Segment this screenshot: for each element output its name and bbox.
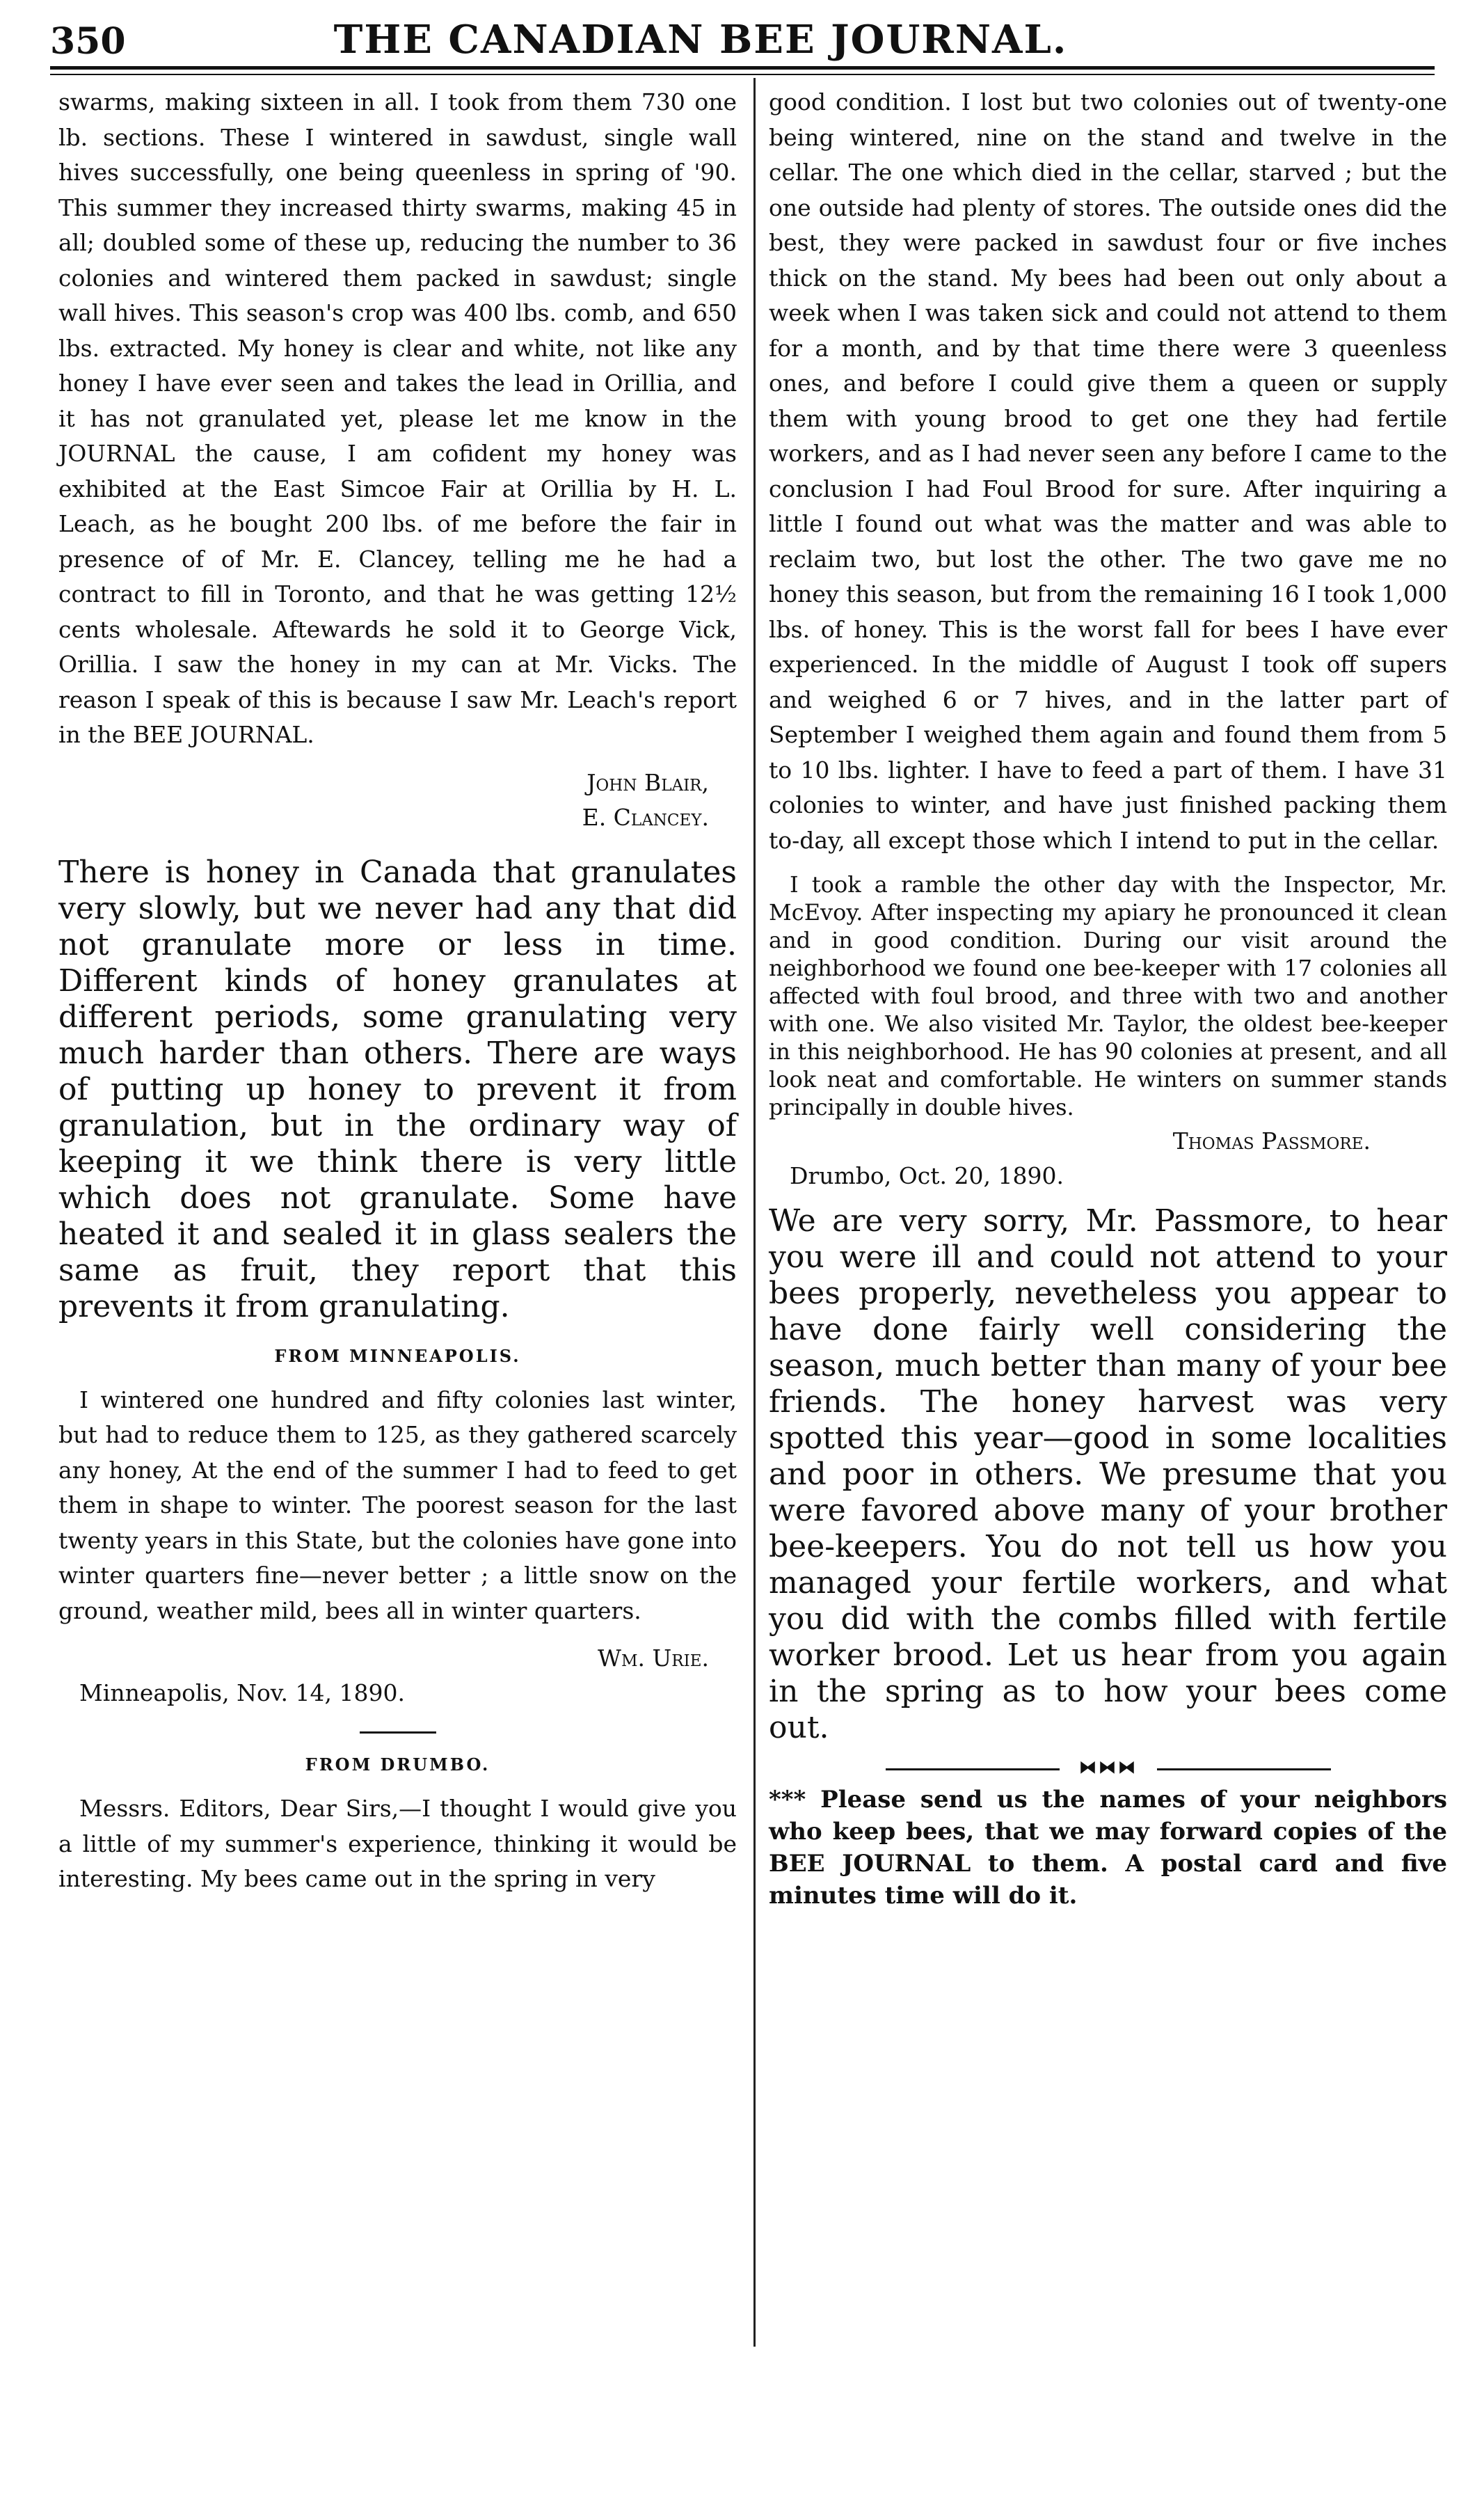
editor-reply-passmore: We are very sorry, Mr. Passmore, to hear you were ill and could not attend to your bees properly, nevetheless you appear to have done fairly well considering the season, much better than many of your bee friends. The honey harvest was very spotted this year—good in some localities and poor in others. We presume that you were favored above many of your brother bee-keepers. You do not tell us how you managed your fertile workers, and what you did with the combs filled with fertile worker brood. Let us hear from you again in the spring as to how your bees come out. bbox=[769, 1203, 1447, 1745]
section-separator-rule bbox=[360, 1731, 436, 1734]
letter-urie-body: I wintered one hundred and fifty colonies last winter, but had to reduce them to 125, as they gathered scarcely any honey, At the end of the summer I had to feed to get them in shape to winter. The poorest season for the last twenty years in this State, but the colonies have gone into winter quarters fine—never better ; a little snow on the ground, weather mild, bees all in winter quarters. bbox=[58, 1386, 737, 1624]
signature-passmore: Thomas Passmore. bbox=[1172, 1127, 1371, 1155]
letter-passmore-opening: Messrs. Editors, Dear Sirs,—I thought I would give you a little of my summer's experience, thinking it would be interesting. My bees came out in the spring in very bbox=[58, 1795, 737, 1892]
notice-send-names: *** Please send us the names of your neighbors who keep bees, that we may forward copies of the BEE JOURNAL to them. A postal card and five minutes time will do it. bbox=[769, 1786, 1447, 1910]
letter-blair-body: swarms, making sixteen in all. I took from them 730 one lb. sections. These I wintered in sawdust, single wall hives successfully, one being queenless in spring of '90. This summer they increased thirty swarms, making 45 in all; doubled some of these up, reducing the number to 36 colonies and wintered them packed in sawdust; single wall hives. This season's crop was 400 lbs. comb, and 650 lbs. extracted. My honey is clear and white, not like any honey I have ever seen and takes the lead in Orillia, and it has not granulated yet, please let me know in the JOURNAL the cause, I am cofident my honey was exhibited at the East Simcoe Fair at Orillia by H. L. Leach, as he bought 200 lbs. of me before the fair in presence of of Mr. E. Clancey, telling me he had a contract to fill in Toronto, and that he was getting 12½ cents wholesale. Aftewards he sold it to George Vick, Orillia. I saw the honey in my can at Mr. Vicks. The reason I speak of this is because I saw Mr. Leach's report in the BEE JOURNAL. bbox=[58, 88, 737, 748]
ornament-glyph: ⧓⧓⧓ bbox=[1060, 1757, 1157, 1778]
page-number: 350 bbox=[50, 20, 126, 63]
right-column bbox=[769, 85, 1447, 1924]
letter-passmore-continued: good condition. I lost but two colonies out of twenty-one being wintered, nine on the stand and twelve in the cellar. The one which died in the cellar, starved ; but the one outside had plenty of stores. The outside ones did the best, they were packed in sawdust four or five inches thick on the stand. My bees had been out only about a week when I was taken sick and could not attend to them for a month, and by that time there were 3 queenless ones, and before I could give them a queen or supply them with young brood to get one they had fertile workers, and as I had never seen any before I came to the conclusion I had Foul Brood for sure. After inquiring a little I found out what was the matter and was able to reclaim two, but lost the other. The two gave me no honey this season, but from the remaining 16 I took 1,000 lbs. of honey. This is the worst fall for bees I have ever experienced. In the middle of August I took off supers and weighed 6 or 7 hives, and in the latter part of September I weighed them again and found them from 5 to 10 lbs. lighter. I have to feed a part of them. I have 31 colonies to winter, and have just finished packing them to-day, all except those which I intend to put in the cellar. bbox=[769, 88, 1448, 854]
letter-passmore-inspector: I took a ramble the other day with the Inspector, Mr. McEvoy. After inspecting my apiary he pronounced it clean and in good condition. During our visit around the neighborhood we found one bee-keeper with 17 colonies all affected with foul brood, and three with two and another with one. We also visited Mr. Taylor, the oldest bee-keeper in this neighborhood. He has 90 colonies at present, and all look neat and comfortable. He winters on summer stands principally in double hives. bbox=[769, 871, 1447, 1120]
section-heading-minneapolis: FROM MINNEAPOLIS. bbox=[274, 1345, 521, 1366]
editor-reply-granulation: There is honey in Canada that granulates very slowly, but we never had any that did not granulate more or less in time. Different kinds of honey granulates at different periods, some granulating very much harder than others. There are ways of putting up honey to prevent it from granulation, but in the ordinary way of keeping it we think there is very little which does not granulate. Some have heated it and sealed it in glass sealers the same as fruit, they report that this prevents it from granulating. bbox=[58, 854, 737, 1324]
column-divider bbox=[753, 78, 756, 2347]
dateline-minneapolis: Minneapolis, Nov. 14, 1890. bbox=[79, 1679, 405, 1706]
running-title: THE CANADIAN BEE JOURNAL. bbox=[333, 17, 1068, 63]
signature-blair: John Blair, bbox=[587, 768, 709, 796]
page-header bbox=[50, 0, 1435, 63]
header-rule-thin bbox=[50, 74, 1435, 75]
signature-clancey: E. Clancey. bbox=[582, 803, 709, 831]
dateline-drumbo: Drumbo, Oct. 20, 1890. bbox=[790, 1162, 1064, 1189]
header-rule-thick bbox=[50, 66, 1435, 70]
left-column bbox=[58, 85, 737, 1910]
signature-urie: Wm. Urie. bbox=[598, 1644, 709, 1672]
section-heading-drumbo: FROM DRUMBO. bbox=[305, 1754, 490, 1775]
ornament-rule bbox=[886, 1757, 1331, 1778]
